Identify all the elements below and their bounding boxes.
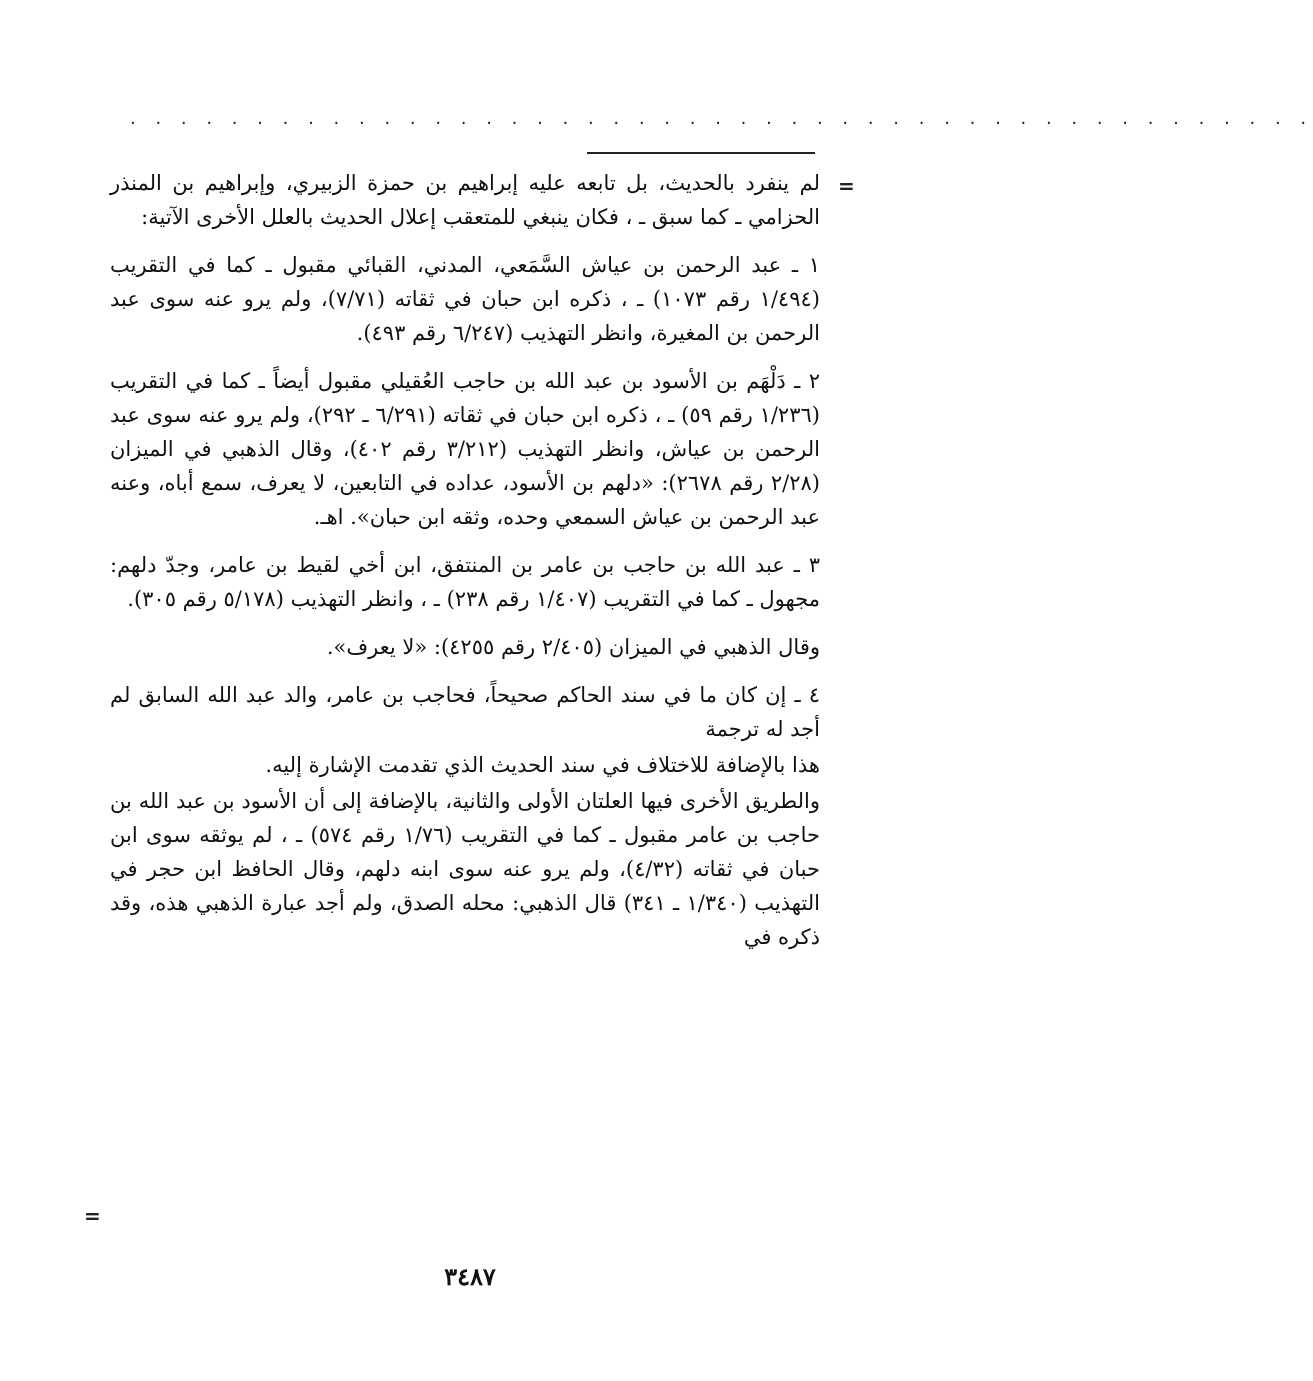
- continuation-mark-bottom: =: [84, 1204, 101, 1228]
- footnote-paragraph-intro: لم ينفرد بالحديث، بل تابعه عليه إبراهيم بن حمزة الزبيري، وإبراهيم بن المنذر الحزامي ـ كما سبق ـ ، فكان ينبغي للمتعقب إعلال الحديث بالعلل الأخرى الآتية:: [110, 171, 820, 229]
- footnote-addition-note: هذا بالإضافة للاختلاف في سند الحديث الذي تقدمت الإشارة إليه.: [265, 753, 820, 777]
- footnote-item-4: ٤ ـ إن كان ما في سند الحاكم صحيحاً، فحاجب بن عامر، والد عبد الله السابق لم أجد له ترجمة: [110, 683, 820, 741]
- footnote-other-route: والطريق الأخرى فيها العلتان الأولى والثانية، بالإضافة إلى أن الأسود بن عبد الله بن حاجب بن عامر مقبول ـ كما في التقريب (١/٧٦ رقم ٥٧٤) ـ ، لم يوثقه سوى ابن حبان في ثقاته (٤/٣٢)، ولم يرو عنه سوى ابنه دلهم، وقال الحافظ ابن حجر في التهذيب (١/٣٤٠ ـ ٣٤١) قال الذهبي: محله الصدق، ولم أجد عبارة الذهبي هذه، وقد ذكره في: [110, 789, 821, 949]
- footnote-dhahabi-note: وقال الذهبي في الميزان (٢/٤٠٥ رقم ٤٢٥٥): «لا يعرف».: [326, 635, 820, 659]
- footnote-item-1: ١ ـ عبد الرحمن بن عياش السَّمَعي، المدني، القبائي مقبول ـ كما في التقريب (١/٤٩٤ رقم ١٠٧٣) ـ ، ذكره ابن حبان في ثقاته (٧/٧١)، ولم يرو عنه سوى عبد الرحمن بن المغيرة، وانظر التهذيب (٦/٢٤٧ رقم ٤٩٣).: [110, 253, 820, 345]
- footnote-text: [110, 166, 820, 954]
- separator-dots: . . . . . . . . . . . . . . . . . . . . . . . . . . . . . . . . . . . . . . . . . . . . . . .: [130, 108, 1313, 129]
- continuation-mark-top: =: [838, 174, 855, 198]
- footnote-rule: [587, 152, 815, 154]
- page-number: ٣٤٨٧: [444, 1262, 496, 1291]
- footnote-item-2: ٢ ـ دَلْهَم بن الأسود بن عبد الله بن حاجب العُقيلي مقبول أيضاً ـ كما في التقريب (١/٢٣٦ رقم ٥٩) ـ ، ذكره ابن حبان في ثقاته (٦/٢٩١ ـ ٢٩٢)، ولم يرو عنه سوى عبد الرحمن بن عياش، وانظر التهذيب (٣/٢١٢ رقم ٤٠٢)، وقال الذهبي في الميزان (٢/٢٨ رقم ٢٦٧٨): «دلهم بن الأسود، عداده في التابعين، لا يعرف، سمع أباه، وعنه عبد الرحمن بن عياش السمعي وحده، وثقه ابن حبان». اهـ.: [110, 369, 820, 529]
- footnote-item-3: ٣ ـ عبد الله بن حاجب بن عامر بن المنتفق، ابن أخي لقيط بن عامر، وجدّ دلهم: مجهول ـ كما في التقريب (١/٤٠٧ رقم ٢٣٨) ـ ، وانظر التهذيب (٥/١٧٨ رقم ٣٠٥).: [110, 553, 820, 611]
